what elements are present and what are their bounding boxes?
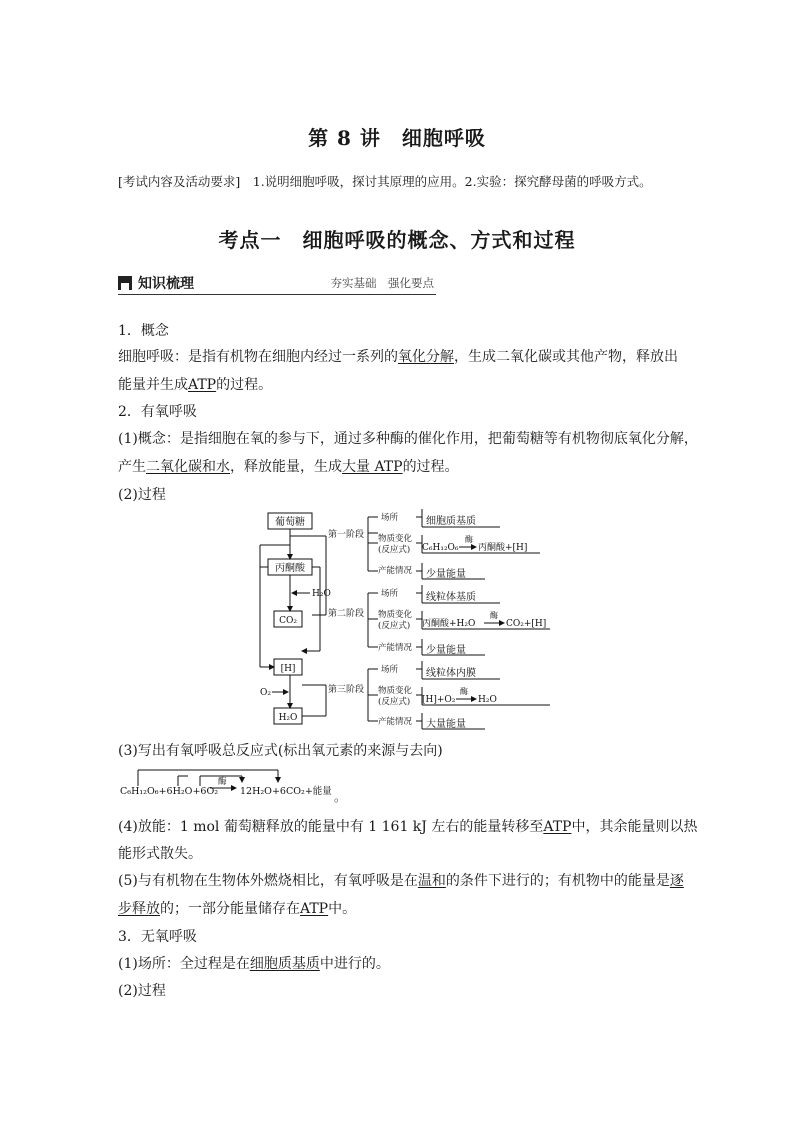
svg-text:物质变化: 物质变化 [378,686,413,696]
svg-text:(反应式): (反应式) [378,545,411,555]
svg-text:少量能量: 少量能量 [426,645,466,656]
svg-text:(反应式): (反应式) [378,621,411,631]
stage2-site: 线粒体基质 [426,592,476,603]
aerobic-process-diagram [250,505,550,730]
stage1-label: 第一阶段 [328,530,365,540]
svg-text:酶: 酶 [460,687,468,696]
svg-text:酶: 酶 [218,777,227,787]
energy-release-line-2: 能形式散失。 [118,846,202,862]
svg-text:大量能量: 大量能量 [426,719,466,730]
section-divider [118,294,436,295]
svg-text:C₆H₁₂O₆+6H₂O+6O₂: C₆H₁₂O₆+6H₂O+6O₂ [120,786,219,797]
comparison-line-2: 步释放的；一部分能量储存在ATP中。 [118,901,357,917]
svg-text:CO₂+[H]: CO₂+[H] [506,619,547,629]
concept-line-1: 细胞呼吸：是指有机物在细胞内经过一系列的氧化分解，生成二氧化碳或其他产物，释放出 [118,349,678,365]
svg-text:场所: 场所 [381,665,399,675]
aerobic-concept-line-2: 产生二氧化碳和水，释放能量，生成大量 ATP的过程。 [118,459,459,475]
h-node: [H] [280,664,296,674]
glucose-node: 葡萄糖 [275,517,305,528]
exam-requirements: [考试内容及活动要求] 1.说明细胞呼吸，探讨其原理的应用。2.实验：探究酵母菌的呼吸方式。 [118,174,652,189]
o2-input: O₂ [260,688,271,698]
svg-text:酶: 酶 [465,535,473,544]
svg-text:场所: 场所 [381,589,399,599]
svg-text:少量能量: 少量能量 [426,569,466,580]
total-equation [118,764,358,804]
svg-text:C₆H₁₂O₆: C₆H₁₂O₆ [422,543,459,553]
total-equation-prompt: (3)写出有氧呼吸总反应式(标出氧元素的来源与去向) [118,743,443,759]
anaerobic-site: (1)场所：全过程是在细胞质基质中进行的。 [118,956,390,972]
aerobic-concept-line-1: (1)概念：是指细胞在氧的参与下，通过多种酶的催化作用，把葡萄糖等有机物彻底氧化分解， [118,431,698,447]
section-label: 知识梳理 [138,276,194,292]
stage2-label: 第二阶段 [328,609,365,619]
equation-end: 。 [334,790,347,804]
svg-text:产能情况: 产能情况 [378,643,413,653]
comparison-line-1: (5)与有机物在生物体外燃烧相比，有氧呼吸是在温和的条件下进行的；有机物中的能量是逐 [118,873,684,889]
section-bar [118,273,436,295]
stage3-label: 第三阶段 [328,685,365,695]
svg-text:12H₂O+6CO₂+能量: 12H₂O+6CO₂+能量 [240,786,332,797]
aerobic-heading: 2．有氧呼吸 [118,404,197,420]
energy-release-line-1: (4)放能：1 mol 葡萄糖释放的能量中有 1 161 kJ 左右的能量转移至ATP中，其余能量则以热 [118,819,698,835]
svg-text:物质变化: 物质变化 [378,610,413,620]
svg-text:物质变化: 物质变化 [378,534,413,544]
anaerobic-process-label: (2)过程 [118,983,166,999]
page-title: 第 8 讲 细胞呼吸 [308,126,486,150]
process-label: (2)过程 [118,487,166,503]
svg-text:丙酮酸+H₂O: 丙酮酸+H₂O [422,619,476,629]
pyruvate-node: 丙酮酸 [275,563,305,574]
svg-text:场所: 场所 [381,513,399,523]
stage3-site: 线粒体内膜 [426,668,476,679]
svg-text:酶: 酶 [490,611,498,620]
stage1-site: 细胞质基质 [426,516,476,527]
concept-line-2: 能量并生成ATP的过程。 [118,377,273,393]
svg-text:[H]+O₂: [H]+O₂ [422,695,456,705]
svg-text:产能情况: 产能情况 [378,717,413,727]
svg-text:(反应式): (反应式) [378,697,411,707]
h2o-input: H₂O [312,589,331,599]
svg-text:丙酮酸+[H]: 丙酮酸+[H] [478,543,528,553]
concept-heading: 1．概念 [118,323,169,339]
svg-text:产能情况: 产能情况 [378,566,413,576]
topic-heading: 考点一 细胞呼吸的概念、方式和过程 [218,228,576,252]
co2-node: CO₂ [279,616,297,626]
svg-text:H₂O: H₂O [478,695,497,705]
h2o-node: H₂O [278,713,298,723]
anaerobic-heading: 3．无氧呼吸 [118,929,197,945]
section-subtitle: 夯实基础 强化要点 [330,276,434,290]
